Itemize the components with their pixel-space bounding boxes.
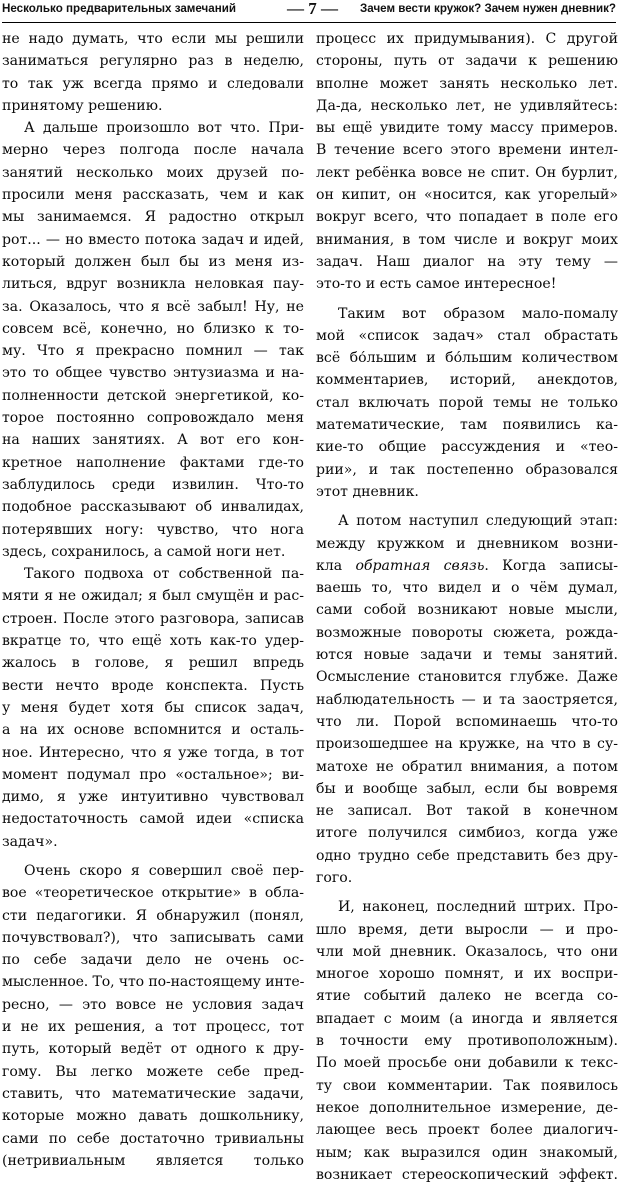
text-line: наблюдательность — и та заостряется, [316,691,618,708]
text-line: Очень скоро я совершил своё пер- [24,862,304,879]
text-line: на наших занятиях. А вот его кон- [2,432,304,449]
text-line: впадает с моим (а иногда и является [316,1010,618,1027]
text-line: Таким вот образом мало-помалу [338,305,618,322]
text-line: это то общее чувство энтузиазма и на- [2,365,304,382]
text-line: который должен был бы из меня из- [2,253,304,270]
text-line: возможные повороты сюжета, рожда- [316,624,618,641]
text-line: за. Оказалось, что я всё забыл! Ну, не [2,298,304,315]
text-line: занятий несколько моих друзей по- [2,164,304,181]
text-line: вести нечто вроде конспекта. Пусть [2,677,304,694]
text-line: произошедшее на кружке, на что в су- [316,736,618,753]
text-line: матохе не обратил внимания, а потом [316,758,618,775]
text-line: вполне может занять несколько лет. [316,75,618,92]
text-line: полненности детской энергетикой, ко- [2,387,304,404]
text-line: математические, там появились ка- [316,417,618,434]
page-number: — 7 — [287,0,338,18]
text-line: он кипит, он «носится, как угорелый» [316,187,618,204]
text-line: задач». [2,833,58,850]
italic-term: обратная связь [355,557,485,574]
text-line: ятие событий далеко не всегда со- [316,988,618,1005]
text-line: заниматься регулярно раз в неделю, [2,53,304,70]
text-line: мысленное. То, что по-настоящему инте- [2,974,305,991]
text-line: кретное наполнение фактами где-то [2,454,304,471]
text-line: многое хорошо помнят, и их воспри- [316,966,618,983]
text-line: мерно через полгода после начала [2,142,304,159]
text-line: (нетривиальным является только [2,1152,304,1169]
text-line: подобное рассказывают об инвалидах, [2,499,304,516]
text-line: рии», и так постепенно образовался [316,461,618,478]
text-line: просили меня рассказать, чем и как [2,187,304,204]
text-line: между кружком и дневником возни- [316,535,618,552]
text-line: вокруг всего, что попадает в поле его [316,209,618,226]
section-title: Несколько предварительных замечаний [2,2,236,15]
text-line: ту свои комментарии. Так появилось [316,1077,618,1094]
text-line: И, наконец, последний штрих. Про- [338,899,618,916]
text-line: бы и вообще забыл, если бы вовремя [316,780,618,797]
text-line: мяти я не ожидал; я был смущён и рас- [2,588,304,605]
text-line: ваешь то, что видел и о чём думал, [316,580,618,597]
text-line: Такого подвоха от собственной па- [24,566,304,583]
running-header [2,2,616,23]
text-line: которые можно давать дошкольнику, [2,1108,304,1125]
text-line: стал включать порой темы не только [316,394,618,411]
text-line: литься, вдруг возникла неловкая пау- [2,276,304,293]
text-line: ное. Интересно, что я уже тогда, в тот [2,744,304,761]
text-line: задач. Наш диалог на эту тему — [316,253,618,270]
text-line: ются новые задачи и темы занятий. [316,647,618,664]
text-line: вое «теоретическое открытие» в обла- [2,885,304,902]
text-line: процесс их придумывания). С другой [316,31,618,47]
text-line: момент подумал про «остальное»; ви- [2,766,304,783]
text-line: сами собой возникают новые мысли, [316,602,618,619]
text-line: жалось в голове, я решил впредь [2,655,304,672]
text-line: рот... — но вместо потока задач и идей, [2,231,304,248]
text-line: В течение всего этого времени интел- [316,142,618,159]
text-line: По моей просьбе они добавили к текс- [316,1055,618,1072]
text-line: Осмысление становится глубже. Даже [316,669,618,686]
text-line: ным; как выразился один знакомый, [316,1144,618,1161]
text-line: ресно, — это вовсе не условия задач [2,996,304,1013]
text-line: торое постоянно сопровождало меня [2,410,304,427]
text-line: всё бо́льшим и бо́льшим количеством [316,350,618,367]
text-line: строен. После этого разговора, записав [2,610,304,627]
text-line: принятому решению. [2,97,163,114]
text-line: внимания, в том числе и вокруг моих [316,231,618,248]
text-line: не надо думать, что если мы решили [2,31,304,47]
text-line: А дальше произошло вот что. При- [24,120,304,137]
right-text-column [316,28,618,1183]
text-line: что ли. Порой вспоминаешь что-то [316,713,618,730]
text-line: это-то и есть самое интересное! [316,276,557,293]
text-line: ставить, что математические задачи, [2,1085,304,1102]
text-line: итоге получился симбиоз, когда уже [316,825,618,842]
text-line: вкратце то, что ещё хоть как-то удер- [2,633,304,650]
text-line: вы ещё увидите тому массу примеров. [316,120,618,137]
text-line: путь, который ведёт от одного к дру- [2,1041,304,1058]
chapter-title: Зачем вести кружок? Зачем нужен дневник? [360,2,616,15]
text-line: этот дневник. [316,483,419,500]
text-line: му. Что я прекрасно помнил — так [2,343,304,360]
text-line: мы занимаемся. Я радостно открыл [2,209,304,226]
text-line: не записал. Вот такой в конечном [316,803,618,820]
text-line: в точности ему противоположным). [316,1033,618,1050]
text-line: сами по себе достаточно тривиальны [2,1130,304,1147]
text-line: кла обратная связь. Когда записы- [316,557,618,574]
text-line: стороны, путь от задачи к решению [316,53,618,70]
text-line: некое дополнительное измерение, де- [316,1099,618,1116]
text-line: шло время, дети выросли — и про- [316,921,618,938]
text-line: лект ребёнка вовсе не спит. Он бурлит, [316,164,618,181]
text-line: комментариев, историй, анекдотов, [316,372,618,389]
text-line: недостаточность самой идеи «списка [2,811,304,828]
text-line: мой «список задач» стал обрастать [316,327,618,344]
text-line: потерявших ногу: чувство, что нога [2,521,304,538]
text-line: то так уж всегда прямо и следовали [2,75,304,92]
text-line: А потом наступил следующий этап: [338,513,618,530]
text-line: димо, я уже интуитивно чувствовал [2,789,304,806]
text-line: чли мой дневник. Оказалось, что они [316,943,618,960]
text-line: одно трудно себе представить без дру- [316,847,618,864]
text-line: заблудилось среди извилин. Что-то [2,476,304,493]
text-line: по себе задачи дело не очень ос- [2,952,304,969]
text-line: гому. Вы легко можете себе пред- [2,1063,304,1080]
text-line: кие-то общие рассуждения и «тео- [316,439,618,456]
text-line: возникает стереоскопический эффект. [316,1166,618,1183]
text-line: здесь, сохранилось, а самой ноги нет. [2,543,286,560]
left-text-column [2,28,305,1169]
text-line: у меня будет хотя бы список задач, [2,699,304,716]
text-line: гого. [316,869,353,886]
text-line: лающее весь проект более диалогич- [316,1122,618,1139]
text-line: совсем всё, конечно, но близко к то- [2,320,304,337]
text-line: Да-да, несколько лет, не удивляйтесь: [316,97,618,114]
text-line: и не их решения, а тот процесс, тот [2,1019,304,1036]
text-line: почувствовал?), что записывать сами [2,929,304,946]
text-line: а на их основе вспомнится и осталь- [2,722,304,739]
text-line: сти педагогики. Я обнаружил (понял, [2,907,304,924]
